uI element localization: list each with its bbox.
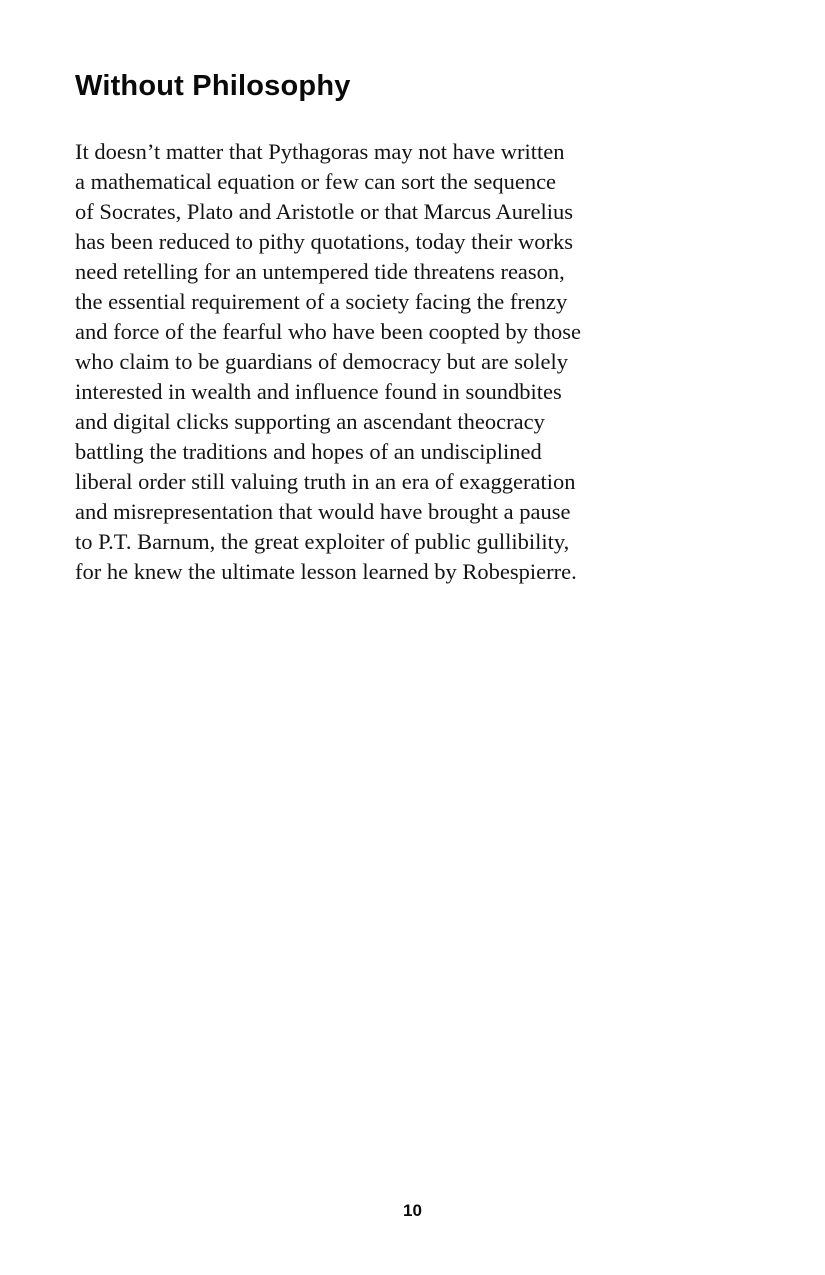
poem-line: It doesn’t matter that Pythagoras may not have written bbox=[75, 139, 565, 164]
poem-line: a mathematical equation or few can sort the sequence bbox=[75, 169, 557, 194]
poem-body bbox=[75, 137, 655, 587]
poem-line: who claim to be guardians of democracy but are solely bbox=[75, 349, 568, 374]
page-title: Without Philosophy bbox=[75, 70, 351, 102]
poem-line: interested in wealth and influence found in soundbites bbox=[75, 379, 562, 404]
poem-line: and digital clicks supporting an ascendant theocracy bbox=[75, 409, 545, 434]
poem-line: battling the traditions and hopes of an undisciplined bbox=[75, 439, 542, 464]
poem-line: to P.T. Barnum, the great exploiter of public gullibility, bbox=[75, 529, 570, 554]
poem-line: and force of the fearful who have been coopted by those bbox=[75, 319, 582, 344]
poem-line: of Socrates, Plato and Aristotle or that Marcus Aurelius bbox=[75, 199, 574, 224]
poem-line: and misrepresentation that would have brought a pause bbox=[75, 499, 571, 524]
poem-line: need retelling for an untempered tide threatens reason, bbox=[75, 259, 565, 284]
page-content bbox=[75, 70, 655, 587]
poem-line: for he knew the ultimate lesson learned by Robespierre. bbox=[75, 559, 577, 584]
poem-line: liberal order still valuing truth in an era of exaggeration bbox=[75, 469, 576, 494]
poem-line: the essential requirement of a society facing the frenzy bbox=[75, 289, 568, 314]
page-number: 10 bbox=[403, 1201, 422, 1220]
poem-line: has been reduced to pithy quotations, today their works bbox=[75, 229, 574, 254]
